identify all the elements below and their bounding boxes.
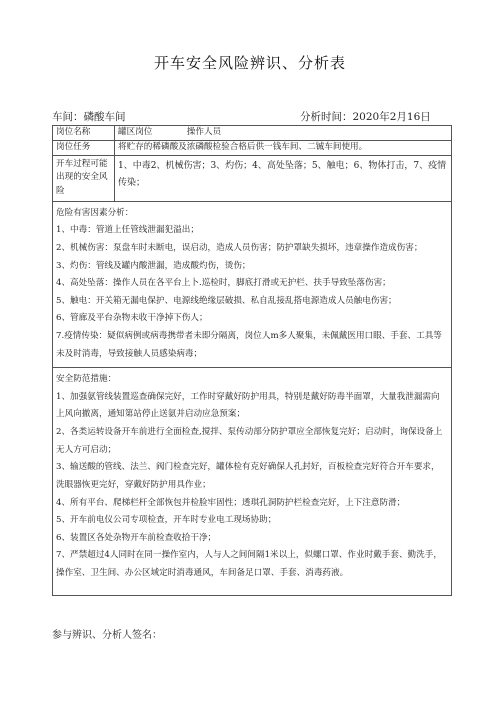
measure-item: 6、装置区各处杂物开车前检查收拾干净； [56,532,217,543]
hazard-item: 6、管廊及平台杂物未收干净掉下伤人； [56,313,208,324]
measure-item: 5、开车前电仪公司专项检查，开车时专业电工现场协助； [56,515,277,526]
measure-item: 7、严禁超过4人同时在同一操作室内，人与人之间间隔1米以上，似螺口罩、作业时戴手套、勤洗手，操作室、卫生间、办公区域定时消毒通风，车间备足口罩、手套、消毒药液。 [56,550,442,578]
risk-label: 开车过程可能出现的安全风险 [53,156,115,201]
hazard-item: 3、灼伤：管线及罐内酸泄漏，造成酸灼伤，烫伤； [56,260,251,271]
measures-heading: 安全防范措施： [56,374,117,385]
hazard-item: 4、高处坠落：操作人员在各平台上卜.巡检时，脚底打滑或无护栏、扶手导致坠落伤害； [56,278,391,289]
post-row [53,126,451,141]
task-value: 将贮存的稀磷酸及浓磷酸检验合格后供一钱车间、二铖车间使用。 [118,141,368,152]
risk-row [53,156,451,202]
workshop-label: 车间：磷酸车间 [52,111,126,123]
task-label: 岗位任务 [53,141,115,155]
hazard-heading: 危险有害因素分析： [56,207,134,218]
signature-label: 参与辨识、分析人签名： [52,630,162,641]
hazard-item: 2、机械伤害：泵盘车时未断电，误启动，造成人员伤害；防护罩缺失损坏，违章操作造成伤害； [56,242,423,253]
document-title: 开车安全风险辨识、分析表 [153,54,346,72]
measures-section [53,368,451,594]
hazard-item: 7.疫情传染：疑似病例或病毒携带者未即分隔离，岗位人m多人聚集，未佩戴医用口眼、手套、工具等未及时消毒，导致接触人员感染病毒； [56,331,442,359]
post-label: 岗位名称 [53,126,115,140]
risk-value: 1、中毒2、机械伤害；3、灼伤；4、高处坠落；5、触电；6、物体打击，7、疫情传染； [118,160,447,188]
measure-item: 2、各类运转设备开车前进行全面检查,搅拌、泵传动部分防护罩应全部恢复完好；启动时，询保设备上无人方可启动； [56,427,443,455]
analysis-time: 分析时间：2020年2月16日 [300,111,431,123]
measure-item: 3、输送酸的管线、法兰、阀门检查完好，罐体检有克好确保人孔封好，百板检查完好符合开车要求，洗眼器恢更完好，穿戴好防护用具作业； [56,462,440,490]
post-value: 罐区岗位 操作人员 [118,127,222,137]
hazard-section [53,202,451,368]
risk-analysis-table [52,125,452,596]
hazard-item: 5、触电：开关箱无漏电保护、电源线绝缘层破损、私自乱接乱搭电源造成人员触电伤害； [56,295,397,306]
hazard-item: 1、中毒：管道上任管线泄漏犯溢出； [56,225,199,236]
measure-item: 4、所有平台、爬梯栏杆全部恢包并检脸牢固性；透琪孔洞防护栏检查完好，上下注意防滑； [56,497,406,508]
task-row [53,141,451,156]
measure-item: 1、加强氨管线装置巡查确保完好，工作时穿戴好防护用具，特别是戴好防毒半面罩，大量我泄漏需向上风向撤离，通知第站停止送氨并启动应急预案； [56,391,440,420]
